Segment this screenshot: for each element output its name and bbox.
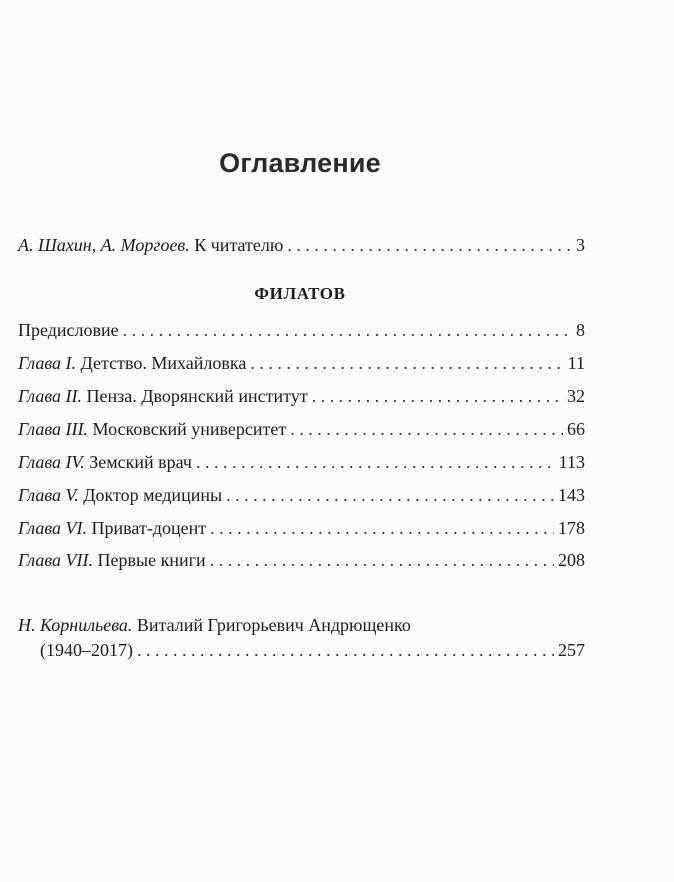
toc-entry-intro bbox=[18, 234, 585, 256]
toc-entry-final-line1 bbox=[18, 614, 411, 636]
dot-leader bbox=[196, 451, 555, 473]
toc-entry-final-line2 bbox=[40, 639, 585, 661]
entry-page-number: 32 bbox=[567, 386, 585, 406]
entry-page-number: 113 bbox=[558, 452, 585, 472]
dot-leader bbox=[312, 385, 563, 407]
toc-entry bbox=[18, 549, 585, 571]
entry-page-number: 257 bbox=[558, 640, 585, 660]
entry-title-continued: (1940–2017) bbox=[40, 640, 133, 660]
entry-page-number: 66 bbox=[567, 419, 585, 439]
chapter-label: Глава VI. bbox=[18, 518, 92, 538]
toc-entry bbox=[18, 517, 585, 539]
toc-entry bbox=[18, 451, 585, 473]
entry-title: Предисловие bbox=[18, 320, 119, 340]
entry-title: Виталий Григорьевич Андрющенко bbox=[136, 615, 411, 635]
entry-author: Н. Корнильева. bbox=[18, 615, 137, 635]
toc-entry bbox=[18, 385, 585, 407]
dot-leader bbox=[287, 234, 572, 256]
entry-title: Детство. Михайловка bbox=[80, 353, 247, 373]
dot-leader bbox=[137, 639, 554, 661]
dot-leader bbox=[250, 352, 563, 374]
toc-entry bbox=[18, 352, 585, 374]
chapter-label: Глава III. bbox=[18, 419, 93, 439]
entry-page-number: 3 bbox=[576, 235, 585, 255]
dot-leader bbox=[226, 484, 554, 506]
chapter-label: Глава V. bbox=[18, 485, 84, 505]
entry-title: К читателю bbox=[194, 235, 284, 255]
entry-page-number: 8 bbox=[576, 320, 585, 340]
dot-leader bbox=[290, 418, 563, 440]
entry-title: Земский врач bbox=[89, 452, 192, 472]
dot-leader bbox=[123, 319, 572, 341]
section-title: ФИЛАТОВ bbox=[254, 284, 346, 303]
entry-author: А. Шахин, А. Моргоев. bbox=[18, 235, 195, 255]
entry-page-number: 11 bbox=[567, 353, 585, 373]
entry-page-number: 208 bbox=[558, 550, 585, 570]
dot-leader bbox=[210, 517, 554, 539]
chapter-label: Глава IV. bbox=[18, 452, 90, 472]
chapter-label: Глава VII. bbox=[18, 550, 98, 570]
toc-entry bbox=[18, 418, 585, 440]
dot-leader bbox=[210, 549, 554, 571]
toc-entry bbox=[18, 319, 585, 341]
chapter-label: Глава II. bbox=[18, 386, 87, 406]
chapter-label: Глава I. bbox=[18, 353, 81, 373]
entry-title: Первые книги bbox=[97, 550, 206, 570]
entry-page-number: 178 bbox=[558, 518, 585, 538]
page-title: Оглавление bbox=[219, 148, 381, 178]
entry-title: Пенза. Дворянский институт bbox=[86, 386, 308, 406]
toc-entry bbox=[18, 484, 585, 506]
entry-title: Московский университет bbox=[92, 419, 287, 439]
entry-title: Приват-доцент bbox=[91, 518, 207, 538]
entry-title: Доктор медицины bbox=[83, 485, 223, 505]
entry-page-number: 143 bbox=[558, 485, 585, 505]
